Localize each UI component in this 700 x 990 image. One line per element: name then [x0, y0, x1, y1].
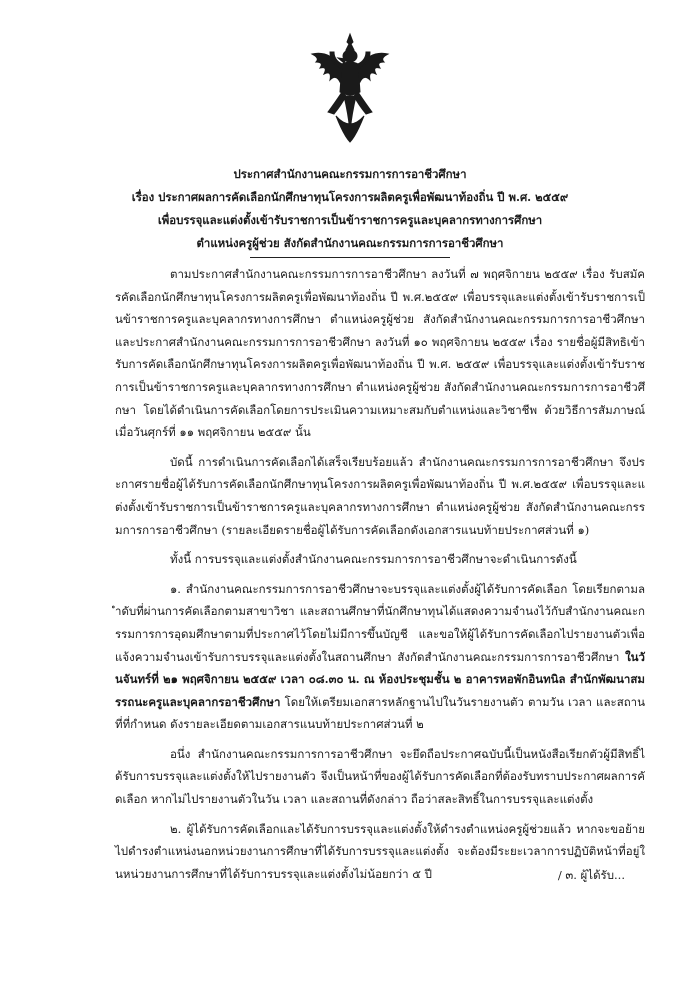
announcement-body: [115, 263, 645, 892]
issuer-title: ประกาศสำนักงานคณะกรรมการการอาชีวศึกษา: [233, 167, 467, 181]
paragraph-5: อนึ่ง สำนักงานคณะกรรมการการอาชีวศึกษา จะยึดถือประกาศฉบับนี้เป็นหนังสือเรียกตัวผู้มีสิทธิ์ได้รับการบรรจุและแต่งตั้งให้ไปรายงานตัว จึงเป็นหน้าที่ของผู้ได้รับการคัดเลือกที่ต้องรับทราบประกาศผลการคัดเลือก หากไม่ไปรายงานตัวในวัน เวลา และสถานที่ดังกล่าว ถือว่าสละสิทธิ์ในการบรรจุและแต่งตั้ง: [115, 746, 645, 807]
paragraph-4-text-end: โดยให้เตรียมเอกสารหลักฐานไปในวันรายงานตัว ตามวัน เวลา และสถานที่ที่กำหนด ดังรายละเอียดตามเอกสารแนบท้ายประกาศส่วนที่ ๒: [115, 694, 645, 732]
subject-line: เรื่อง ประกาศผลการคัดเลือกนักศึกษาทุนโครงการผลิตครูเพื่อพัฒนาท้องถิ่น ปี พ.ศ. ๒๕๕๙: [131, 190, 569, 204]
subject-line-3: ตำแหน่งครูผู้ช่วย สังกัดสำนักงานคณะกรรมการการอาชีวศึกษา: [196, 236, 504, 250]
page-continuation: / ๓. ผู้ได้รับ...: [557, 868, 625, 882]
subject-line-2: เพื่อบรรจุและแต่งตั้งเข้ารับราชการเป็นข้าราชการครูและบุคลากรทางการศึกษา: [157, 213, 543, 227]
paragraph-4-emphasis: ในวันจันทร์ที่ ๒๑ พฤศจิกายน ๒๕๕๙ เวลา ๐๘.๓๐ น. ณ ห้องประชุมชั้น ๒ อาคารหอพักอินทนิล สำนักพัฒนาสมรรถนะครูและบุคลากรอาชีวศึกษา: [115, 649, 645, 709]
header-divider: [250, 257, 450, 258]
paragraph-2: บัดนี้ การดำเนินการคัดเลือกได้เสร็จเรียบร้อยแล้ว สำนักงานคณะกรรมการการอาชีวศึกษา จึงประกาศรายชื่อผู้ได้รับการคัดเลือกนักศึกษาทุนโครงการผลิตครูเพื่อพัฒนาท้องถิ่น ปี พ.ศ.๒๕๕๙ เพื่อบรรจุและแต่งตั้งเข้ารับราชการเป็นข้าราชการครูและบุคลากรทางการศึกษา ตำแหน่งครูผู้ช่วย สังกัดสำนักงานคณะกรรมการการอาชีวศึกษา (รายละเอียดรายชื่อผู้ได้รับการคัดเลือกดังเอกสารแนบท้ายประกาศส่วนที่ ๑): [115, 454, 645, 537]
garuda-emblem-icon: [300, 32, 400, 144]
paragraph-4-text: ๑. สำนักงานคณะกรรมการการอาชีวศึกษาจะบรรจุและแต่งตั้งผู้ได้รับการคัดเลือก โดยเรียกตามลำดับที่ผ่านการคัดเลือกตามสาขาวิชา และสถานศึกษาที่นักศึกษาทุนได้แสดงความจำนงไว้กับสำนักงานคณะกรรมการการอุดมศึกษาตามที่ประกาศไว้โดยไม่มีการขึ้นบัญชี และขอให้ผู้ได้รับการคัดเลือกไปรายงานตัวเพื่อแจ้งความจำนงเข้ารับการบรรจุและแต่งตั้งในสถานศึกษา สังกัดสำนักงานคณะกรรมการการอาชีวศึกษา: [115, 581, 645, 664]
paragraph-4: [115, 578, 645, 736]
announcement-header: [60, 163, 640, 255]
paragraph-6: ๒. ผู้ได้รับการคัดเลือกและได้รับการบรรจุและแต่งตั้งให้ดำรงตำแหน่งครูผู้ช่วยแล้ว หากจะขอย้ายไปดำรงตำแหน่งนอกหน่วยงานการศึกษาที่ได้รับการบรรจุและแต่งตั้ง จะต้องมีระยะเวลาการปฏิบัติหน้าที่อยู่ในหน่วยงานการศึกษาที่ได้รับการบรรจุและแต่งตั้งไม่น้อยกว่า ๕ ปี: [115, 821, 645, 881]
paragraph-3: ทั้งนี้ การบรรจุและแต่งตั้งสำนักงานคณะกรรมการการอาชีวศึกษาจะดำเนินการดังนี้: [170, 552, 577, 567]
paragraph-1: ตามประกาศสำนักงานคณะกรรมการการอาชีวศึกษา ลงวันที่ ๗ พฤศจิกายน ๒๕๕๙ เรื่อง รับสมัครคัดเลือกนักศึกษาทุนโครงการผลิตครูเพื่อพัฒนาท้องถิ่น ปี พ.ศ.๒๕๕๙ เพื่อบรรจุและแต่งตั้งเข้ารับราชการเป็นข้าราชการครูและบุคลากรทางการศึกษา ตำแหน่งครูผู้ช่วย สังกัดสำนักงานคณะกรรมการการอาชีวศึกษา และประกาศสำนักงานคณะกรรมการการอาชีวศึกษา ลงวันที่ ๑๐ พฤศจิกายน ๒๕๕๙ เรื่อง รายชื่อผู้มีสิทธิเข้ารับการคัดเลือกนักศึกษาทุนโครงการผลิตครูเพื่อพัฒนาท้องถิ่น ปี พ.ศ. ๒๕๕๙ เพื่อบรรจุและแต่งตั้งเข้ารับราชการเป็นข้าราชการครูและบุคลากรทางการศึกษา ตำแหน่งครูผู้ช่วย สังกัดสำนักงานคณะกรรมการการอาชีวศึกษา โดยได้ดำเนินการคัดเลือกโดยการประเมินความเหมาะสมกับตำแหน่งและวิชาชีพ ด้วยวิธีการสัมภาษณ์ เมื่อวันศุกร์ที่ ๑๑ พฤศจิกายน ๒๕๕๙ นั้น: [115, 267, 645, 440]
